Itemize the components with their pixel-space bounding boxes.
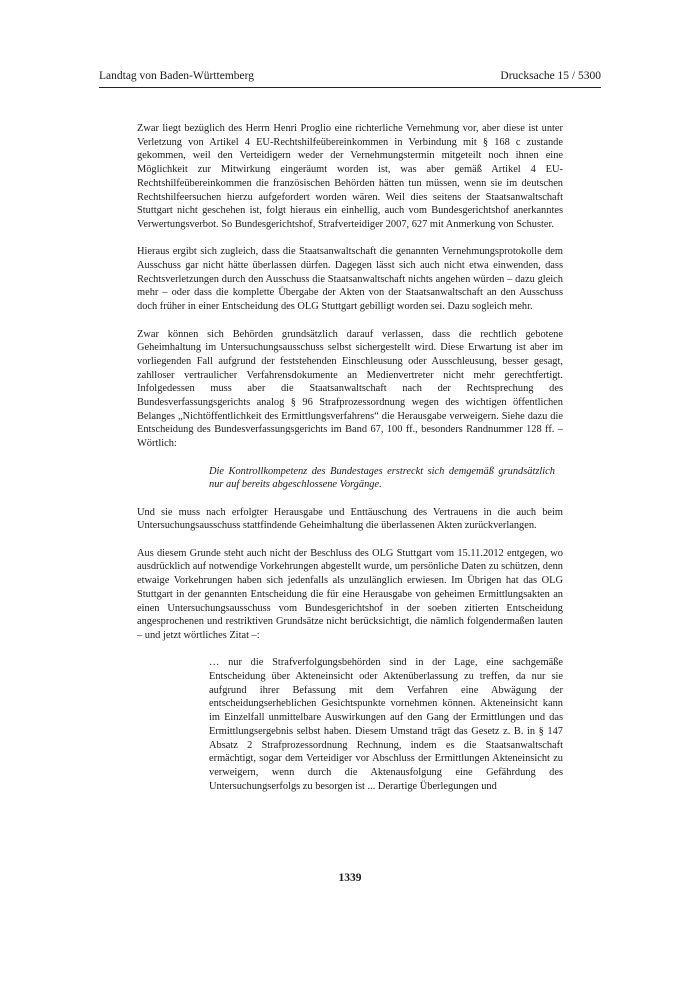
page-header	[99, 70, 601, 88]
paragraph: Aus diesem Grunde steht auch nicht der Beschluss des OLG Stuttgart vom 15.11.2012 entgegen, wo ausdrücklich auf notwendige Vorkehrungen abgestellt wurde, um persönliche Daten zu schützen, denn etwaige Vorkehrungen haben sich jedenfalls als unzulänglich erwiesen. Im Übrigen hat das OLG Stuttgart in der genannten Entscheidung die für eine Herausgabe von geheimen Ermittlungsakten an einen Untersuchungsausschuss vom Bundesgerichtshof in der soeben zitierten Entscheidung angesprochenen und restriktiven Grundsätze nicht berücksichtigt, die nämlich folgendermaßen lauten – und jetzt wörtliches Zitat –:	[137, 547, 563, 641]
header-parliament: Landtag von Baden-Württemberg	[99, 70, 254, 82]
paragraph: Und sie muss nach erfolgter Herausgabe und Enttäuschung des Vertrauens in die auch beim Untersuchungsausschuss stattfindende Geheimhaltung die überlassenen Akten zurückverlangen.	[137, 506, 563, 532]
body-text	[137, 122, 563, 807]
paragraph: Zwar liegt bezüglich des Herrn Henri Proglio eine richterliche Vernehmung vor, aber diese ist unter Verletzung von Artikel 4 EU-Rechtshilfeübereinkommen in Verbindung mit § 168 c zustande gekommen, weil den Verteidigern weder der Vernehmungstermin mitgeteilt noch ihnen eine Möglichkeit zur Mitwirkung eingeräumt worden ist, was aber gemäß Artikel 4 EU-Rechtshilfeübereinkommen die französischen Behörden hätten tun müssen, wenn sie im deutschen Rechtshilfeersuchen hierzu aufgefordert worden wären. Weil dies seitens der Staatsanwaltschaft Stuttgart nicht geschehen ist, folgt hieraus ein einhellig, auch vom Bundesgerichtshof anerkanntes Verwertungsverbot. So Bundesgerichtshof, Strafverteidiger 2007, 627 mit Anmerkung von Schuster.	[137, 123, 563, 230]
header-document-number: Drucksache 15 / 5300	[500, 70, 601, 82]
paragraph: Hieraus ergibt sich zugleich, dass die Staatsanwaltschaft die genannten Vernehmungsprotokolle dem Ausschuss gar nicht hätte überlassen dürfen. Dagegen lässt sich auch nicht etwa einwenden, dass Rechtsverletzungen durch den Ausschuss die Staatsanwaltschaft nichts angehen würden – dazu gleich mehr – oder dass die komplette Übergabe der Akten von der Staatsanwaltschaft an den Ausschuss doch früher in einer Entscheidung des OLG Stuttgart gebilligt worden sei. Dazu sogleich mehr.	[137, 246, 563, 313]
block-quote: Die Kontrollkompetenz des Bundestages erstreckt sich demgemäß grundsätzlich nur auf bereits abgeschlossene Vorgänge.	[209, 465, 555, 491]
paragraph: Zwar können sich Behörden grundsätzlich darauf verlassen, dass die rechtlich gebotene Geheimhaltung im Untersuchungsausschuss selbst sichergestellt wird. Diese Erwartung ist aber im vorliegenden Fall aufgrund der feststehenden Einschleusung oder Ausschleusung, besser gesagt, zahlloser vertraulicher Verfahrensdokumente an Medienvertreter nicht mehr gerechtfertigt. Infolgedessen muss aber die Staatsanwaltschaft nach der Rechtsprechung des Bundesverfassungsgerichts analog § 96 Strafprozessordnung wegen des wichtigen öffentlichen Belanges „Nichtöffentlichkeit des Ermittlungsverfahrens“ die Herausgabe verweigern. Siehe dazu die Entscheidung des Bundesverfassungsgerichts im Band 67, 100 ff., besonders Randnummer 128 ff. – Wörtlich:	[137, 328, 563, 450]
block-quote: … nur die Strafverfolgungsbehörden sind in der Lage, eine sachgemäße Entscheidung über Akteneinsicht oder Aktenüberlassung zu treffen, da nur sie aufgrund ihrer Befassung mit dem Verfahren eine Abwägung der entscheidungserheblichen Gesichtspunkte vornehmen können. Akteneinsicht kann im Einzelfall unmittelbare Auswirkungen auf den Gang der Ermittlungen und das Ermittlungsergebnis selbst haben. Diesem Umstand trägt das Gesetz z. B. in § 147 Absatz 2 Strafprozessordnung Rechnung, indem es die Staatsanwaltschaft ermächtigt, sogar dem Verteidiger vor Abschluss der Ermittlungen Akteneinsicht zu verweigern, wenn durch die Aktenausfolgung eine Gefährdung des Untersuchungserfolgs zu besorgen ist ... Derartige Überlegungen und	[209, 657, 563, 792]
page-number: 1339	[338, 872, 362, 884]
